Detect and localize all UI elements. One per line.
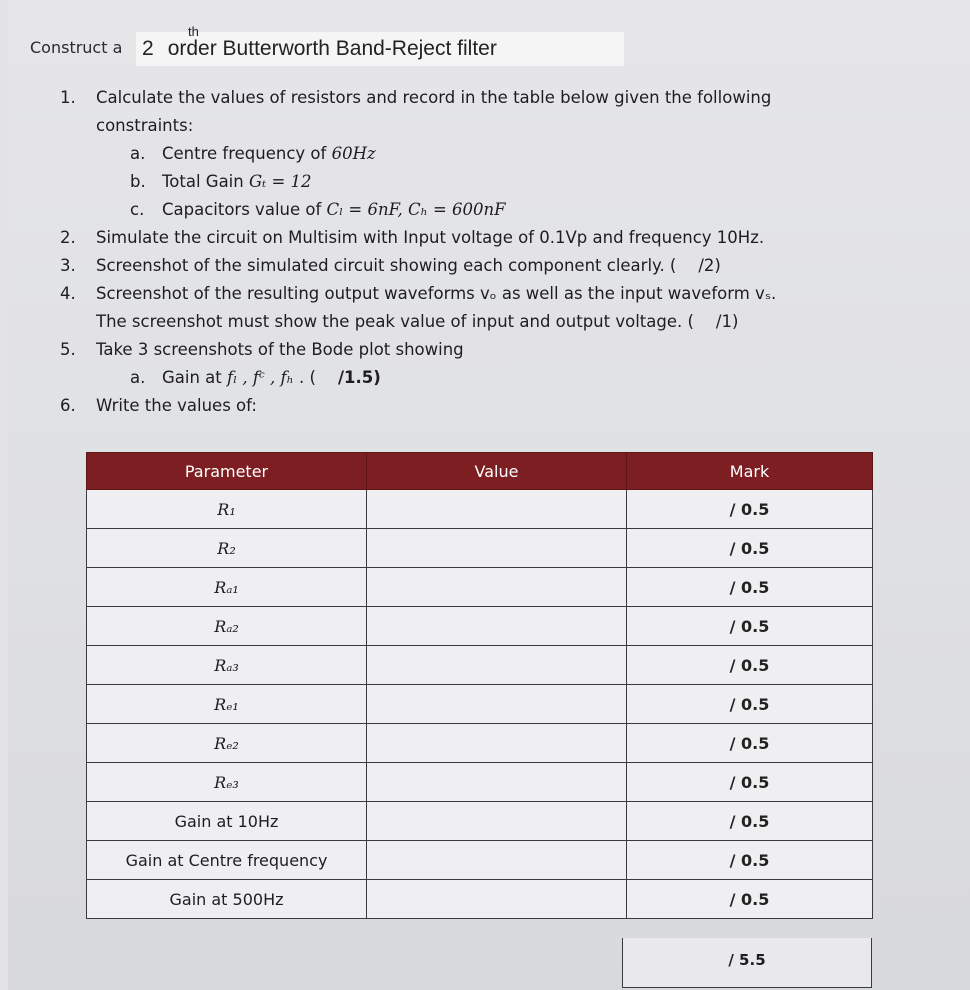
param-cell: R₁	[87, 490, 367, 529]
param-cell: R₂	[87, 529, 367, 568]
table-row	[87, 529, 873, 568]
mark-cell: / 0.5	[627, 841, 873, 880]
instruction-5	[60, 336, 860, 364]
constraint-a	[130, 140, 860, 168]
sub-math: Gₜ = 12	[248, 172, 312, 191]
sub-math: Cₗ = 6nF, Cₕ = 600nF	[326, 200, 506, 219]
item-text-cont: constraints:	[96, 116, 194, 135]
instruction-3	[60, 252, 860, 280]
title-box	[136, 24, 624, 66]
results-table	[86, 452, 873, 919]
sub-letter: c.	[130, 200, 145, 219]
table-row	[87, 607, 873, 646]
value-cell[interactable]	[367, 763, 627, 802]
mark-cell: / 0.5	[627, 685, 873, 724]
value-cell[interactable]	[367, 529, 627, 568]
sub-letter: a.	[130, 144, 146, 163]
header-value: Value	[367, 453, 627, 490]
mark-cell: / 0.5	[627, 490, 873, 529]
item-mark: /1)	[715, 312, 739, 331]
header-mark: Mark	[627, 453, 873, 490]
mark-cell: / 0.5	[627, 607, 873, 646]
value-cell[interactable]	[367, 646, 627, 685]
item-text: Screenshot of the resulting output waveforms vₒ as well as the input waveform vₛ.	[96, 284, 777, 303]
item-number: 4.	[60, 284, 76, 303]
title-main	[142, 37, 497, 61]
item-text: Take 3 screenshots of the Bode plot showing	[96, 340, 464, 359]
constraint-c	[130, 196, 860, 224]
item-number: 3.	[60, 256, 76, 275]
param-cell: Gain at 500Hz	[87, 880, 367, 919]
sub-text: Capacitors value of	[162, 200, 322, 219]
instruction-list	[60, 84, 860, 420]
mark-cell: / 0.5	[627, 646, 873, 685]
table-row	[87, 490, 873, 529]
item-text: Simulate the circuit on Multisim with Input voltage of 0.1Vp and frequency 10Hz.	[96, 228, 765, 247]
table-row	[87, 685, 873, 724]
title-text: order Butterworth Band-Reject filter	[167, 37, 497, 60]
table-body	[87, 490, 873, 919]
sub-math: 60Hz	[331, 144, 376, 163]
item-number: 6.	[60, 396, 76, 415]
param-cell: Rₐ₁	[87, 568, 367, 607]
constraint-b	[130, 168, 860, 196]
param-cell: Rₑ₂	[87, 724, 367, 763]
sub-letter: a.	[130, 368, 146, 387]
param-cell: Rₑ₃	[87, 763, 367, 802]
value-cell[interactable]	[367, 607, 627, 646]
item-text-cont: The screenshot must show the peak value of input and output voltage. (	[96, 312, 694, 331]
table-row	[87, 724, 873, 763]
bode-item-a	[130, 364, 860, 392]
item-text: Screenshot of the simulated circuit showing each component clearly. (	[96, 256, 677, 275]
sub-mark: /1.5)	[337, 368, 381, 387]
instruction-1	[60, 84, 860, 140]
sub-math: fₗ , fᶜ , fₕ .	[227, 368, 305, 387]
sub-paren: (	[309, 368, 316, 387]
value-cell[interactable]	[367, 685, 627, 724]
table-row	[87, 841, 873, 880]
mark-cell: / 0.5	[627, 568, 873, 607]
value-cell[interactable]	[367, 490, 627, 529]
param-cell: Gain at Centre frequency	[87, 841, 367, 880]
total-mark: / 5.5	[622, 938, 872, 988]
param-cell: Gain at 10Hz	[87, 802, 367, 841]
item-number: 1.	[60, 88, 76, 107]
sub-text: Gain at	[162, 368, 222, 387]
table-row	[87, 646, 873, 685]
title-ordinal: 2	[142, 37, 154, 60]
table-header-row	[87, 453, 873, 490]
item-number: 5.	[60, 340, 76, 359]
sub-text: Centre frequency of	[162, 144, 327, 163]
instruction-2	[60, 224, 860, 252]
value-cell[interactable]	[367, 802, 627, 841]
param-cell: Rₐ₂	[87, 607, 367, 646]
item-number: 2.	[60, 228, 76, 247]
table-row	[87, 802, 873, 841]
value-cell[interactable]	[367, 724, 627, 763]
instruction-4	[60, 280, 860, 336]
item-text: Write the values of:	[96, 396, 257, 415]
mark-cell: / 0.5	[627, 763, 873, 802]
param-cell: Rₐ₃	[87, 646, 367, 685]
value-cell[interactable]	[367, 568, 627, 607]
table-row	[87, 763, 873, 802]
mark-cell: / 0.5	[627, 529, 873, 568]
value-cell[interactable]	[367, 841, 627, 880]
sub-text: Total Gain	[162, 172, 244, 191]
title-superscript: th	[188, 24, 199, 39]
param-cell: Rₑ₁	[87, 685, 367, 724]
mark-cell: / 0.5	[627, 880, 873, 919]
mark-cell: / 0.5	[627, 724, 873, 763]
instruction-6	[60, 392, 860, 420]
item-mark: /2)	[698, 256, 721, 275]
table-row	[87, 880, 873, 919]
header-parameter: Parameter	[87, 453, 367, 490]
sub-letter: b.	[130, 172, 146, 191]
item-text: Calculate the values of resistors and record in the table below given the following	[96, 88, 772, 107]
value-cell[interactable]	[367, 880, 627, 919]
title-prefix: Construct a	[30, 38, 123, 57]
mark-cell: / 0.5	[627, 802, 873, 841]
table-row	[87, 568, 873, 607]
